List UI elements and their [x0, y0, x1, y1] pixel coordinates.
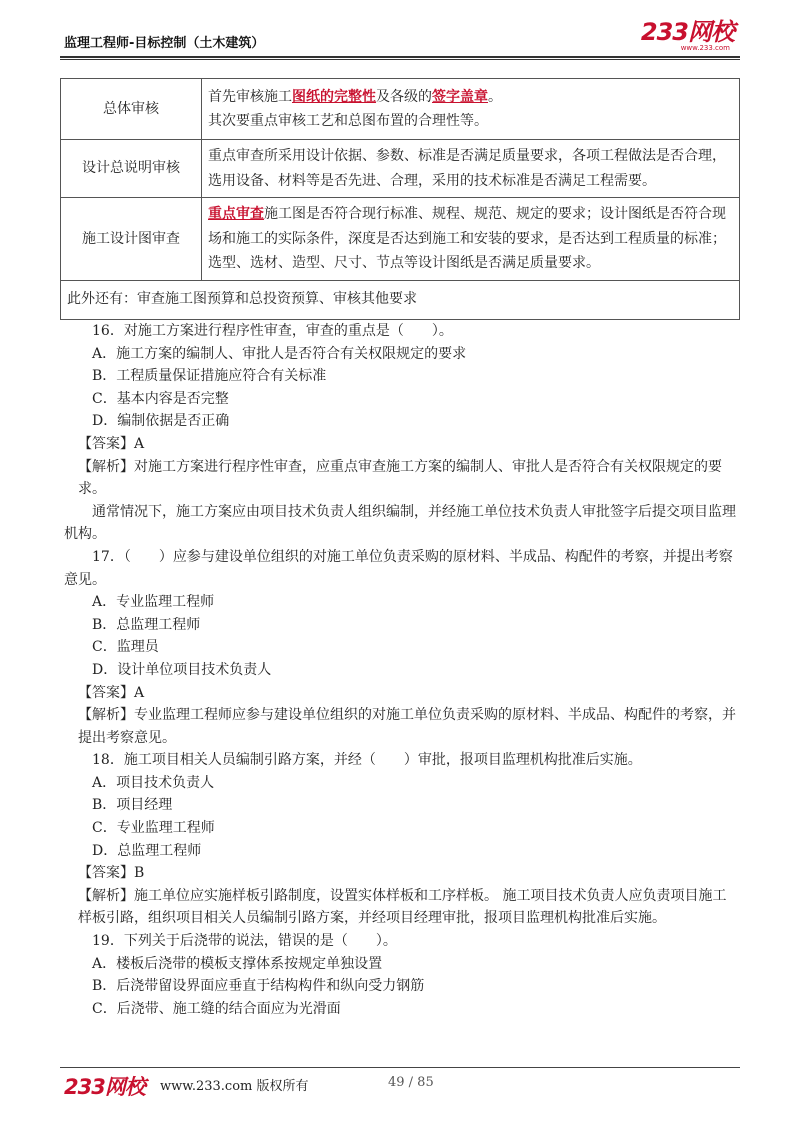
option-item: C．基本内容是否完整 [92, 390, 229, 407]
highlight-text: 签字盖章 [432, 88, 488, 105]
content-text: 及各级的 [376, 88, 432, 105]
table-row [61, 280, 740, 319]
row-content: 重点审查所采用设计依据、参数、标准是否满足质量要求，各项工程做法是否合理，选用设备、材料等是否先进、合理，采用的技术标准是否满足工程需要。 [202, 140, 740, 198]
option-item: B．项目经理 [92, 797, 173, 814]
row-content [202, 79, 740, 140]
question-list [64, 320, 740, 1020]
table-row [61, 140, 740, 198]
option-item: B．后浇带留设界面应垂直于结构构件和纵向受力钢筋 [92, 978, 425, 995]
option-item: A．项目技术负责人 [92, 774, 215, 791]
brand-logo-text: 233网校 [640, 18, 734, 46]
content-text: 施工图是否符合现行标准、规程、规范、规定的要求；设计图纸是否符合现场和施工的实际条件，深度是否达到施工和安装的要求，是否达到工程质量的标准；选型、选材、造型、尺寸、节点等设计图纸是否满足质量要求。 [208, 206, 726, 271]
content-text: 。 [488, 88, 502, 105]
document-header-title: 监理工程师-目标控制（土木建筑） [64, 36, 265, 51]
question-stem: 19．下列关于后浇带的说法，错误的是（ ）。 [92, 933, 397, 950]
row-label: 总体审核 [61, 79, 202, 140]
answer-line: 【答案】A [78, 435, 145, 452]
option-item: C．专业监理工程师 [92, 820, 215, 837]
question-block [64, 546, 740, 749]
content-text: 首先审核施工 [208, 88, 292, 105]
option-item: C．监理员 [92, 639, 159, 656]
table-row [61, 79, 740, 140]
option-item: A．楼板后浇带的模板支撑体系按规定单独设置 [92, 955, 383, 972]
analysis-text: 【解析】对施工方案进行程序性审查，应重点审查施工方案的编制人、审批人是否符合有关权限规定的要求。 [78, 458, 722, 498]
footer-divider [60, 1067, 740, 1068]
option-item: B．工程质量保证措施应符合有关标准 [92, 368, 327, 385]
answer-line: 【答案】B [78, 865, 145, 882]
footer-copyright: www.233.com 版权所有 [160, 1079, 309, 1094]
analysis-text: 【解析】施工单位应实施样板引路制度，设置实体样板和工序样板。 施工项目技术负责人应负责项目施工样板引路，组织项目相关人员编制引路方案，并经项目经理审批，报项目监理机构批准后实施。 [78, 887, 727, 927]
option-item: D．总监理工程师 [92, 842, 202, 859]
table-row [61, 198, 740, 281]
analysis-text: 通常情况下，施工方案应由项目技术负责人组织编制，并经施工单位技术负责人审批签字后提交项目监理机构。 [64, 503, 736, 543]
content-text: 其次要重点审核工艺和总图布置的合理性等。 [208, 113, 488, 129]
highlight-text: 图纸的完整性 [292, 88, 376, 105]
option-item: A．专业监理工程师 [92, 594, 215, 611]
option-item: D．设计单位项目技术负责人 [92, 661, 272, 678]
page-number: 49 / 85 [388, 1075, 434, 1090]
answer-line: 【答案】A [78, 684, 145, 701]
option-item: B．总监理工程师 [92, 616, 201, 633]
review-table [60, 78, 740, 320]
footer-logo: 233网校 [64, 1075, 145, 1099]
table-note: 此外还有：审查施工图预算和总投资预算、审核其他要求 [61, 280, 740, 319]
header-divider [60, 56, 740, 58]
option-item: A．施工方案的编制人、审批人是否符合有关权限规定的要求 [92, 345, 467, 362]
question-block [64, 749, 740, 930]
option-item: D．编制依据是否正确 [92, 413, 230, 430]
question-block [64, 320, 740, 546]
brand-logo-url: www.233.com [680, 44, 730, 52]
row-content [202, 198, 740, 281]
brand-logo [641, 20, 734, 52]
row-label: 施工设计图审查 [61, 198, 202, 281]
option-item: C．后浇带、施工缝的结合面应为光滑面 [92, 1000, 341, 1017]
question-block [64, 930, 740, 1020]
highlight-text: 重点审查 [208, 206, 264, 222]
header-divider-thin [60, 59, 740, 60]
row-label: 设计总说明审核 [61, 140, 202, 198]
question-stem: 16．对施工方案进行程序性审查，审查的重点是（ ）。 [92, 323, 453, 339]
question-stem: 17．（ ）应参与建设单位组织的对施工单位负责采购的原材料、半成品、构配件的考察，并提出考察意见。 [64, 548, 733, 588]
question-stem: 18．施工项目相关人员编制引路方案，并经（ ）审批，报项目监理机构批准后实施。 [92, 752, 642, 769]
analysis-text: 【解析】专业监理工程师应参与建设单位组织的对施工单位负责采购的原材料、半成品、构配件的考察，并提出考察意见。 [78, 707, 736, 746]
